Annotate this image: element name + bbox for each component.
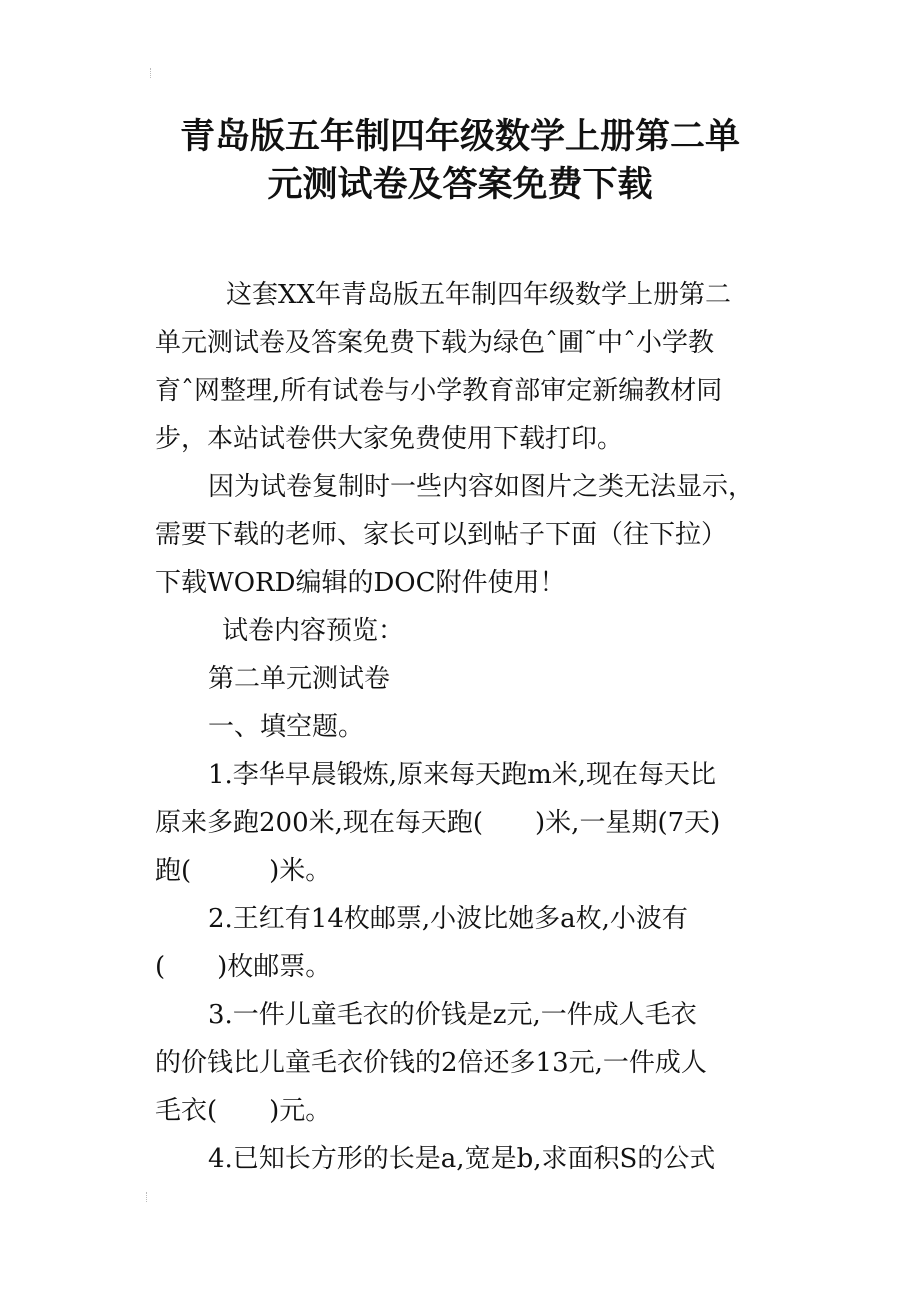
- question-line: 跑( )米。: [155, 856, 332, 886]
- question-line: 3.一件儿童毛衣的价钱是z元,一件成人毛衣: [208, 1000, 697, 1030]
- question-line: 4.已知长方形的长是a,宽是b,求面积S的公式: [208, 1144, 716, 1174]
- intro-line: 这套XX年青岛版五年制四年级数学上册第二: [226, 280, 732, 310]
- intro-line: 单元测试卷及答案免费下载为绿色ˆ圃˜中ˆ小学教: [155, 328, 715, 358]
- intro-line: 需要下载的老师、家长可以到帖子下面（往下拉）: [155, 520, 728, 550]
- section-label: 试卷内容预览：: [222, 616, 405, 646]
- document-title-line-1: 青岛版五年制四年级数学上册第二单: [179, 117, 740, 157]
- corner-mark: [146, 1192, 153, 1202]
- intro-line: 下载WORD编辑的DOC附件使用！: [155, 568, 566, 598]
- intro-line: 步，本站试卷供大家免费使用下载打印。: [155, 424, 624, 454]
- section-heading: 一、填空题。: [208, 712, 365, 742]
- test-heading: 第二单元测试卷: [208, 664, 391, 694]
- question-line: ( )枚邮票。: [155, 952, 332, 982]
- question-line: 的价钱比儿童毛衣价钱的2倍还多13元,一件成人: [155, 1048, 707, 1078]
- question-line: 1.李华早晨锻炼,原来每天跑m米,现在每天比: [208, 760, 716, 790]
- question-line: 2.王红有14枚邮票,小波比她多a枚,小波有: [208, 904, 688, 934]
- question-line: 毛衣( )元。: [155, 1096, 332, 1126]
- corner-mark: [150, 68, 157, 78]
- intro-line: 育ˆ网整理,所有试卷与小学教育部审定新编教材同: [155, 376, 723, 406]
- intro-line: 因为试卷复制时一些内容如图片之类无法显示，: [208, 472, 755, 502]
- question-line: 原来多跑200米,现在每天跑( )米,一星期(7天): [155, 808, 721, 838]
- document-title-line-2: 元测试卷及答案免费下载: [267, 165, 653, 205]
